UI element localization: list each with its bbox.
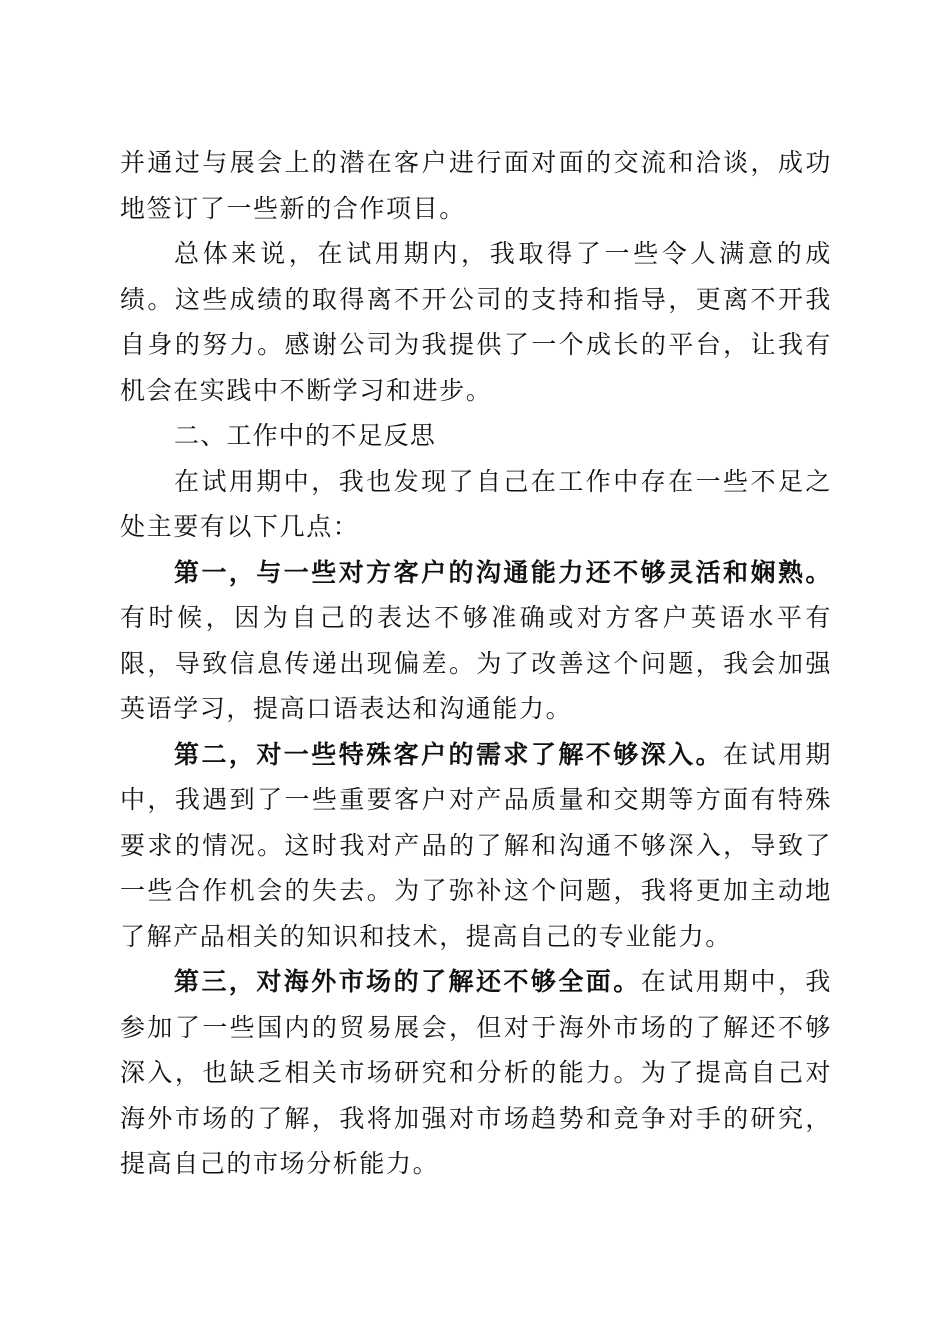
paragraph-point-one xyxy=(120,550,832,732)
document-body xyxy=(120,140,832,1187)
paragraph-text: 总体来说，在试用期内，我取得了一些令人满意的成绩。这些成绩的取得离不开公司的支持和指导，更离不开我自身的努力。感谢公司为我提供了一个成长的平台，让我有机会在实践中不断学习和进步。 xyxy=(120,239,832,405)
paragraph-text: 在试用期中，我参加了一些国内的贸易展会，但对于海外市场的了解还不够深入，也缺乏相关市场研究和分析的能力。为了提高自己对海外市场的了解，我将加强对市场趋势和竞争对手的研究，提高自己的市场分析能力。 xyxy=(120,967,832,1178)
paragraph-text: 并通过与展会上的潜在客户进行面对面的交流和洽谈，成功地签订了一些新的合作项目。 xyxy=(120,148,832,223)
section-heading xyxy=(120,413,832,459)
point-lead-sentence: 第一，与一些对方客户的沟通能力还不够灵活和娴熟。 xyxy=(174,557,832,587)
paragraph-text: 有时候，因为自己的表达不够准确或对方客户英语水平有限，导致信息传递出现偏差。为了改善这个问题，我会加强英语学习，提高口语表达和沟通能力。 xyxy=(120,603,832,723)
paragraph-summary xyxy=(120,231,832,413)
paragraph-point-three xyxy=(120,959,832,1187)
section-heading-text: 二、工作中的不足反思 xyxy=(174,421,437,450)
paragraph-continuation xyxy=(120,140,832,231)
paragraph-point-two xyxy=(120,732,832,960)
paragraph-text: 在试用期中，我也发现了自己在工作中存在一些不足之处主要有以下几点： xyxy=(120,466,832,541)
paragraph-text: 在试用期中，我遇到了一些重要客户对产品质量和交期等方面有特殊要求的情况。这时我对产品的了解和沟通不够深入，导致了一些合作机会的失去。为了弥补这个问题，我将更加主动地了解产品相关的知识和技术，提高自己的专业能力。 xyxy=(120,739,832,951)
point-lead-sentence: 第三，对海外市场的了解还不够全面。 xyxy=(174,967,641,996)
point-lead-sentence: 第二，对一些特殊客户的需求了解不够深入。 xyxy=(174,739,724,769)
paragraph-intro xyxy=(120,459,832,550)
